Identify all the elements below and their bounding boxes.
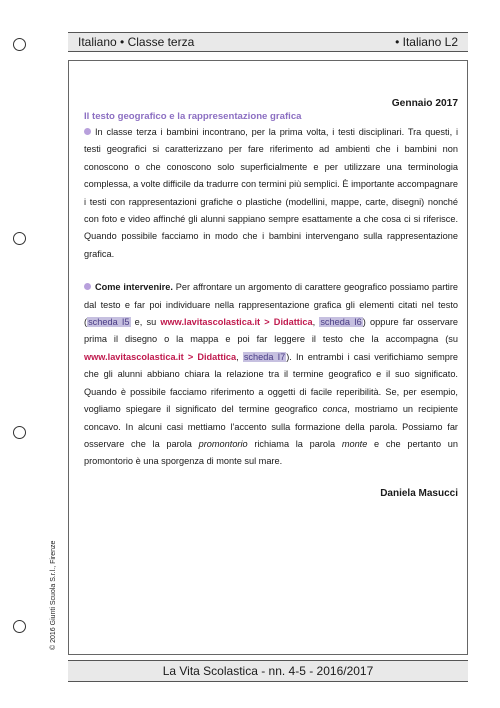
binder-hole [13, 38, 26, 51]
copyright-notice: © 2016 Giunti Scuola S.r.l., Firenze [50, 540, 57, 650]
header-subject: Italiano • Classe terza [78, 35, 195, 49]
scheda-badge: scheda I6 [320, 317, 362, 328]
paragraph-lead: Come intervenire. [95, 282, 173, 293]
article [84, 98, 458, 501]
scheda-badge: scheda I7 [243, 351, 286, 362]
paragraph-1: In classe terza i bambini incontrano, per la prima volta, i testi disciplinari. Tra questi, i testi geografici si caratterizzano per fare riferimento ad ambienti che i bambini non conoscono o che conoscono solo superficialmente e per utilizzare una terminologia complessa, a volte difficile da tradurre con termini più semplici. È importante accompagnare i testi con rappresentazioni grafiche o plastiche (modellini, mappe, carte, disegni) nonché con foto e video affinché gli alunni sappiano sempre esattamente a che cosa ci si riferisce. Quando possibile facciamo in modo che i bambini intervengano sulla rappresentazione grafica. [84, 127, 458, 259]
binder-hole [13, 426, 26, 439]
header-course: • Italiano L2 [395, 35, 458, 49]
website-link[interactable]: www.lavitascolastica.it > Didattica [84, 351, 237, 362]
footer-text: La Vita Scolastica - nn. 4-5 - 2016/2017 [162, 664, 374, 678]
footer-bar [68, 660, 468, 682]
bullet-icon [84, 128, 91, 135]
website-link[interactable]: www.lavitascolastica.it > Didattica [160, 317, 313, 328]
italic-term: conca [322, 404, 348, 415]
binder-hole [13, 232, 26, 245]
author: Daniela Masucci [380, 487, 458, 499]
paragraph-2: Come intervenire. Per affrontare un argomento di carattere geografico possiamo partire dal testo e far poi individuare nella rappresentazione grafica gli elementi citati nel testo (scheda I5 e, su www.lavitascolastica.it > Didattica, scheda I6) oppure far osservare prima il disegno o la mappa e poi far leggere il testo che la accompagna (su www.lavitascolastica.it > Didattica, scheda I7). In entrambi i casi verifichiamo sempre che gli alunni abbiano chiara la relazione tra il termine geografico e il suo significato. Quando è possibile facciamo riferimento a oggetti di facile reperibilità. Se, per esempio, vogliamo spiegare il significato del termine geografico conca, mostriamo un recipiente concavo. In alcuni casi mettiamo l’accento sulla formazione della parola. Possiamo far osservare che la parola promontorio richiama la parola monte e che pertanto un promontorio è una sporgenza di monte sul mare. [84, 282, 459, 467]
binder-hole [13, 620, 26, 633]
scheda-badge: scheda I5 [88, 317, 130, 328]
header-bar [68, 32, 468, 52]
article-heading: Il testo geografico e la rappresentazione grafica [84, 111, 302, 122]
bullet-icon [84, 283, 91, 290]
date: Gennaio 2017 [391, 98, 458, 109]
italic-term: promontorio [198, 438, 248, 449]
italic-term: monte [341, 438, 368, 449]
